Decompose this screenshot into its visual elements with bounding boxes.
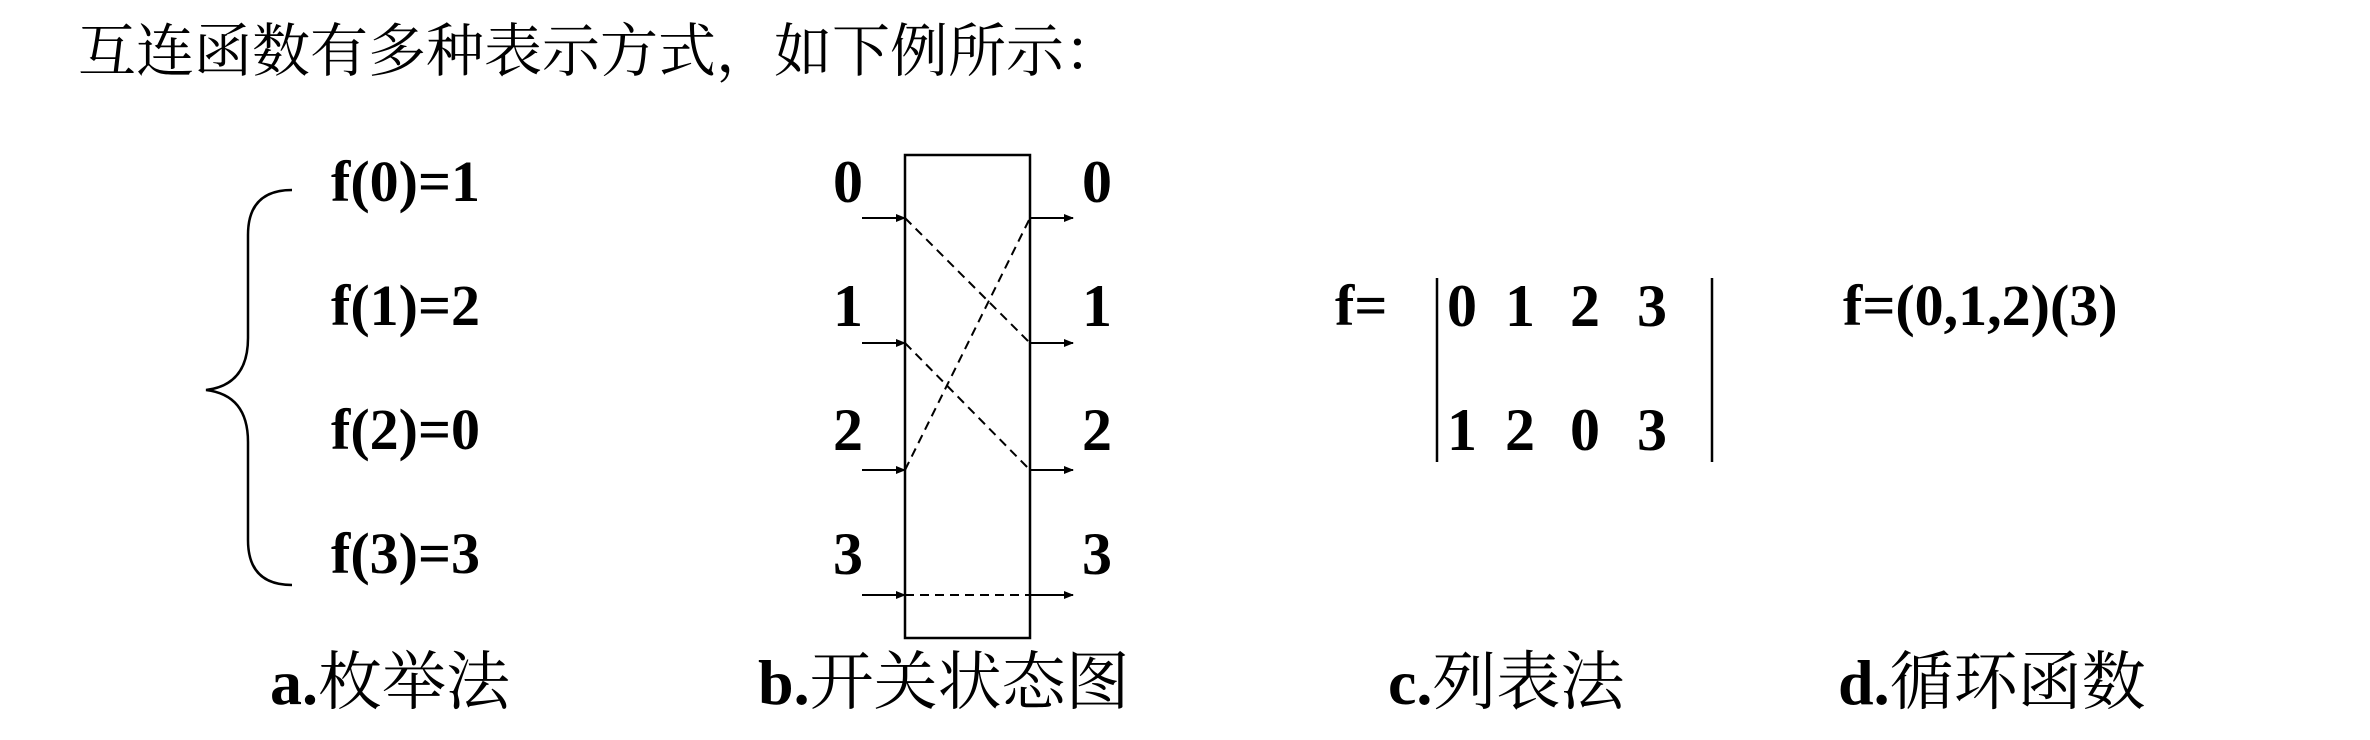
caption-b [758, 643, 1130, 723]
caption-a [270, 643, 510, 723]
switch-connections [905, 218, 1030, 595]
caption-letter: c. [1388, 647, 1433, 718]
table-cell: 1 [1447, 397, 1477, 463]
curly-brace-icon [206, 190, 292, 585]
table-cell: 2 [1570, 273, 1600, 339]
enum-line: f(2)=0 [331, 397, 480, 462]
connection-0-to-1 [905, 218, 1030, 343]
caption-text: 开关状态图 [809, 647, 1130, 718]
switch-output-label: 0 [1082, 149, 1112, 215]
table-cell: 0 [1447, 273, 1477, 339]
switch-box [905, 155, 1030, 638]
enum-line: f(0)=1 [331, 149, 480, 214]
cycle-expression: f=(0,1,2)(3) [1843, 273, 2118, 338]
enum-line: f(3)=3 [331, 521, 480, 586]
table-cell: 2 [1505, 397, 1535, 463]
table-prefix: f= [1335, 273, 1388, 338]
table-cell: 3 [1637, 273, 1667, 339]
table-cell: 3 [1637, 397, 1667, 463]
caption-letter: d. [1838, 647, 1890, 718]
connection-2-to-0 [905, 218, 1030, 470]
switch-input-label: 2 [833, 397, 863, 463]
enum-line: f(1)=2 [331, 273, 480, 338]
caption-text: 循环函数 [1889, 647, 2146, 718]
table-cell: 0 [1570, 397, 1600, 463]
page-title: 互连函数有多种表示方式，如下例所示： [78, 19, 1123, 84]
caption-letter: a. [270, 647, 318, 718]
caption-text: 列表法 [1432, 647, 1625, 718]
caption-text: 枚举法 [318, 647, 510, 718]
caption-letter: b. [758, 647, 810, 718]
switch-output-label: 3 [1082, 521, 1112, 587]
switch-input-label: 1 [833, 273, 863, 339]
caption-c [1388, 643, 1624, 723]
connection-1-to-2 [905, 343, 1030, 470]
switch-output-label: 2 [1082, 397, 1112, 463]
switch-input-label: 3 [833, 521, 863, 587]
table-cell: 1 [1505, 273, 1535, 339]
switch-output-label: 1 [1082, 273, 1112, 339]
caption-d [1838, 643, 2146, 723]
switch-input-label: 0 [833, 149, 863, 215]
